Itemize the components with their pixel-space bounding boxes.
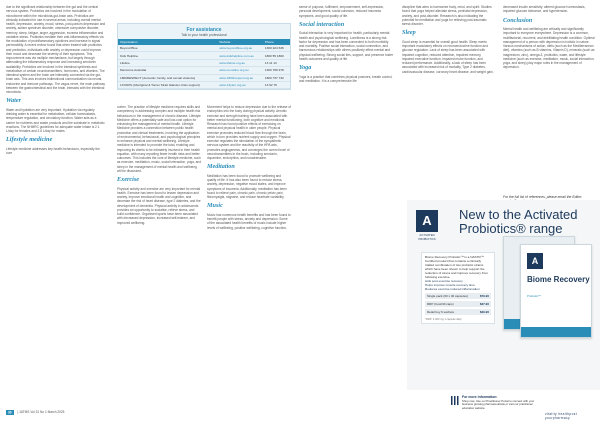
table-row [118,45,290,52]
sleep-paragraph: Good sleep is essential for overall good health. Sleep exerts important modulatory effects on neuroendocrine function and glucose regulation. Lack of sleep has been associated with impaired cognition, reduced attention, impaired memory, impaired executive function, impaired motor function, and reduced performance. Additionally, a lack of sleep has been associated with increased risk of mortality, Type 2 diabetes, cardiovascular disease, coronary heart disease, and weight gain. [402,39,494,74]
heading-yoga: Yoga [299,64,312,71]
org-name: 1800RESPECT (domestic, family, and sexual violence) [118,74,217,81]
org-name: Lifeline [118,59,217,66]
probiotics-advertisement[interactable] [407,200,600,424]
benefit-item: Aids post exercise recovery [425,279,463,283]
price-value: $37.90 [479,302,489,306]
article-column-2 [117,105,201,227]
exercise-paragraph: Physical activity and exercise are very important for mental health. Exercise has been found to lessen depression and anxiety, improve emotional health and cognition, and decrease the risk of heart disease, type 2 diabetes, and the development of dementia. Physical activity in adolescents provides an opportunity to socialise, relieve stress, and build confidence. Organised sports have been associated with decreased depression, increased self-esteem, and improved wellbeing. [117,186,201,225]
ad-contact-text [462,396,542,410]
org-phone: 13 11 14 [263,59,290,66]
ad-footer-strip [407,390,600,424]
org-phone: 1300 789 978 [263,67,290,74]
org-phone: 13 92 76 [263,81,290,88]
box-product-subtitle: Probiotic™ [527,294,542,298]
org-name: MensLine Australia [118,67,217,74]
lifestyle-paragraph: Lifestyle medicine addresses key health behaviours, especially the core [6,146,100,155]
social-paragraph: Social interaction is very important for health, particularly mental health and psychological wellbeing. Loneliness is a strong risk factor for depression and has been connected to both morbidity and mortality. Positive social interaction, social connection, and harmonious relationships with others positively effect mental and physical wellbeing. Strong social ties, support, and presence foster health outcomes and quality of life. [299,31,394,61]
price-label: Retail buy 6 sachets [427,310,455,314]
lifestyle-continued-paragraph: cortex. The practice of lifestyle medicine requires skills and competency in addressing complex and multiple health risk behaviours in the management of chronic disease. Lifestyle Medicine offers a potentially safe and low-cost option for enhancing the management of mental health. Lifestyle Medicine provides a connection between public health promotion and clinical treatments, involving the application of environmental, behavioural, and psychological principles to enhance physical and mental wellbeing. Lifestyle medicine is intended to promote the total, enabling and improving its clients to be intimately involved in their health equation, with many reporting fewer health risks and better outcomes. This includes the core of lifestyle medicine, such as exercise, meditation, music, social interaction, yoga, and sleep in the management of mental health and wellbeing will be discussed. [117,105,201,173]
price-row [425,309,491,315]
price-label: RRP (Cost/30 caps) [427,302,454,306]
music-paragraph: Music has numerous health benefits and has been found to benefit people with stress, anxiety and depression. Some of the associated health benefits of music include higher levels of wellbeing, positive wellbeing, cognitive function, [207,212,291,230]
page-footer [6,410,64,414]
assistance-title: For assistance [186,27,222,33]
heading-meditation: Meditation [207,163,235,171]
org-website-link[interactable]: www.13yarn.org.au [217,81,263,88]
price-label: Single pack (60 x 30 capsules) [427,294,468,298]
heading-sleep: Sleep [402,29,416,37]
heading-lifestyle-medicine: Lifestyle medicine [6,136,53,144]
table-row [118,59,290,66]
article-column-4 [299,5,394,85]
heading-music: Music [207,202,223,210]
logo-tagline: ACTIVATED PROBIOTICS [418,233,436,241]
water-paragraph: Water and hydration are very important. Hydration via regularly drinking water is essential for metabolism, cellular homeostasis, temperature regulation, and circulatory function. Water acts as a carrier for nutrients and waste products and the substrate in metabolic reactions. The NHMRC guidelines for adequate water intake is 2.1 L/day for females and 2.6 L/day for males. [6,107,105,133]
yoga-paragraph: Yoga is a practice that combines physical postures, breath control, and meditation. It is a comprehensive life [299,74,393,83]
retailer-logos: vitality healthpost yourpharmacy [545,412,578,420]
table-row [118,52,290,59]
org-name: Beyond Blue [118,45,217,52]
meditation-paragraph: Meditation has been found to promote wellbeing and quality of life. It has also been found to reduce stress, anxiety, depression, negative mood states, and improve symptoms of insomnia. Additionally, meditation has been found to relieve pain, chronic pain, chronic pelvic pain, fibromyalgia, migraine, and reduce heartrate variability. [207,173,287,199]
product-description: Biome Recovery Probiotic™ is a NASTR™ Certified product that contains a clinically trialled combination of two probiotic strains which have been shown to help support the reduction of stress and improve recovery from following exercise. [425,255,488,279]
article-column-5 [402,5,494,76]
journal-citation: | JATMS Vol 31 No 1 March 2025 [17,410,65,414]
assistance-subtitle: Talk to your health professional [181,33,227,37]
org-website-link[interactable]: www.1800respect.org.au [217,74,263,81]
price-value: $39.90 [479,310,489,314]
org-phone: 1800 737 732 [263,74,290,81]
org-phone: 1300 224 636 [263,45,290,52]
benefit-item: Reduces exercise induced inflammation [425,287,480,291]
ad-headline: New to the Activated Probiotics® range [459,207,578,236]
article-column-1 [6,5,106,158]
org-website-link[interactable]: www.lifeline.org.au [217,59,263,66]
org-name: 13YARN (Aboriginal & Torres Strait Islander crisis support) [118,81,217,88]
assistance-table [118,39,290,89]
qr-code-icon[interactable] [451,396,460,405]
activated-probiotics-logo: A [416,210,438,232]
heading-conclusion: Conclusion [503,16,533,24]
music-continued-paragraph: sense of purpose, fulfilment, empowerment, self-expression, personal development, social cohesion, reduced insomnia symptoms, and good quality of life. [299,5,385,18]
yoga-continued-paragraph: discipline that aims to harmonise body, mind, and spirit. Studies found that yoga helped alleviate stress, perinatal depression, anxiety, and post-disorder. Research is also indicating the potential for meditation and yoga for relieving post-traumatic stress disorder. [402,5,492,26]
product-info-card [421,252,495,324]
product-box-front [520,244,592,338]
price-row [425,301,491,307]
org-website-link[interactable]: www.kidshelpline.com.au [217,52,263,59]
page-number: 30 [8,410,12,414]
heading-social-interaction: Social interaction [299,20,345,28]
heading-exercise: Exercise [117,176,139,183]
article-column-3 [207,105,291,232]
table-row [118,67,290,74]
org-website-link[interactable]: www.mensline.org.au [217,67,263,74]
table-header: Organisation [118,39,217,45]
references-note: For the full list of references, please email the Editor: [503,195,583,199]
price-row [425,293,491,299]
intro-paragraph: due to the significant relationship between the gut and the central nervous system. Probiotics are involved in the modulation of microbiome within the microbiota-gut-brain axis. Probiotics are clinically indicated for use in several areas, including overall mental health, depression, anxiety, mood, stress, post-partum depression and anxiety, autism spectrum disorder, obsessive compulsive disorder, memory, sleep, fatigue, anger, aggression, eczema inflammation and oxidative stress. Probiotics mediate their anti-inflammatory effects via the modulation of proinflammatory cytokines and increase in signal permeability. A recent review found that when treated with probiotics and prebiotics, individuals with anxiety or depression could improve their mood and decrease the severity of their symptoms. This improvement was via multiple mechanisms, but largely through attenuating the inflammatory response and increasing serotonin availability. Probiotics are involved in the intestinal synthesis and metabolism of certain neurotransmitters, hormones, and vitamins. The intestinal system and the brain are intimately connected via the gut-brain axis. This axis involves bidirectional communication via neural, endocrine and immune pathways. The vagus nerve, the main pathway between the gastrointestinal and the brain, interacts with the intestinal microbiota. [6,5,106,94]
ad-contact-title: For more information: [462,395,498,399]
org-name: Kids Helpline [118,52,217,59]
box-stripe [521,327,591,337]
org-website-link[interactable]: www.beyondblue.org.au [217,45,263,52]
org-phone: 1800 55 1800 [263,52,290,59]
exercise-continued-paragraph: Movement helps to reduce depression due to the release of endorphins into the body during physical activity. Aerobic exercise and strength training have been associated with better mental functioning, both cognitive and emotional. Research has found positive effects of exercising on mental and physical health in older people. Physical exercise promotes reduced blood flow through the brain, which in turn provides nutrient supply and oxygen. Physical exercise regulates the stimulation of the sympathetic nervous system and the reactivity of the HPA axis, promotes angiogenesis, and converges the correct level of neurotransmitters in the brain, including serotonin, dopamine, endorphins, and noradrenaline. [207,105,291,160]
box-product-name: Biome Recovery [527,275,590,284]
table-header: Website [217,39,263,45]
sleep-continued-paragraph: decreased insulin sensitivity, altered glucose homeostasis, impaired glucose tolerance, and hypertension. [503,5,586,14]
assistance-box [117,23,291,90]
ad-contact-body: Shop now, Use our Practitioner Portal to connect with your business growing pharmaceuticals or visit our practitioner education website. [462,398,535,410]
benefit-item: Helps improve muscle recovery time [425,283,475,287]
table-row [118,74,290,81]
table-row [118,81,290,88]
conclusion-paragraph: Mental health and wellbeing are critically and significantly important to everyone everywhere. Depression is a common, multifactorial, recurrent, and debilitating health condition. Optimal management of a person with depression is holistic in nature. Various mechanisms of action, diets (such as the Mediterranean diet), vitamins (such as B vitamins, Vitamin D), minerals (such as magnesium, zinc), omega-3, probiotics, water, and lifestyle medicine (such as exercise, meditation, music, social interaction, yoga, and sleep) play major roles in the management of depression. [503,27,595,70]
dosage-note: *RRP: 4,000 mg 1 capsule daily [425,318,462,321]
price-value: $79.90 [479,294,489,298]
article-column-6 [503,5,595,72]
heading-water: Water [6,97,22,105]
table-header: Phone [263,39,290,45]
box-logo-icon: A [527,253,543,269]
